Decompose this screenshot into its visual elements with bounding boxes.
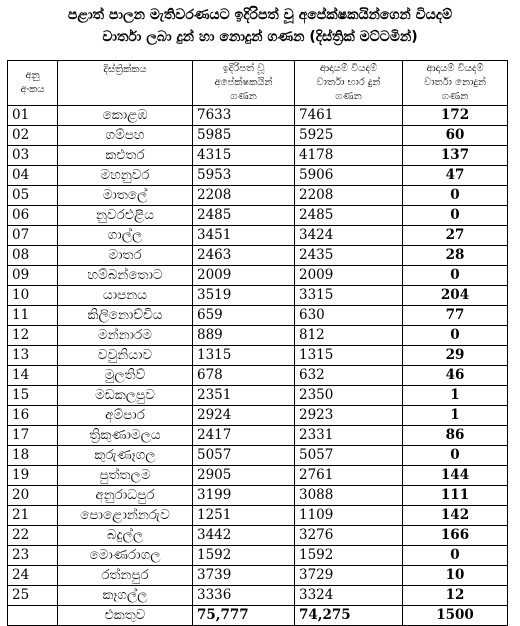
row-no: 12 bbox=[8, 326, 58, 346]
candidates-expense-table bbox=[7, 60, 508, 626]
row-not-handed: 47 bbox=[403, 166, 508, 186]
row-district: කොළඹ bbox=[58, 106, 193, 126]
row-handed: 630 bbox=[295, 306, 403, 326]
row-handed: 7461 bbox=[295, 106, 403, 126]
row-not-handed: 27 bbox=[403, 226, 508, 246]
row-district: මුලතිව් bbox=[58, 366, 193, 386]
total-row bbox=[8, 606, 508, 626]
row-no: 09 bbox=[8, 266, 58, 286]
row-district: වවුනියාව bbox=[58, 346, 193, 366]
row-no: 01 bbox=[8, 106, 58, 126]
row-not-handed: 0 bbox=[403, 266, 508, 286]
row-handed: 5925 bbox=[295, 126, 403, 146]
row-handed: 3276 bbox=[295, 526, 403, 546]
table-row bbox=[8, 446, 508, 466]
row-not-handed: 77 bbox=[403, 306, 508, 326]
row-submitted: 2208 bbox=[193, 186, 295, 206]
row-handed: 2435 bbox=[295, 246, 403, 266]
row-handed: 5057 bbox=[295, 446, 403, 466]
row-no: 10 bbox=[8, 286, 58, 306]
row-submitted: 3519 bbox=[193, 286, 295, 306]
row-district: මාතලේ bbox=[58, 186, 193, 206]
row-not-handed: 172 bbox=[403, 106, 508, 126]
row-district: කෑගල්ල bbox=[58, 586, 193, 606]
row-no: 16 bbox=[8, 406, 58, 426]
row-handed: 1315 bbox=[295, 346, 403, 366]
row-submitted: 5057 bbox=[193, 446, 295, 466]
row-no: 21 bbox=[8, 506, 58, 526]
row-district: අම්පාර bbox=[58, 406, 193, 426]
total-handed: 74,275 bbox=[295, 606, 403, 626]
table-row bbox=[8, 166, 508, 186]
row-district: අනුරාධපුර bbox=[58, 486, 193, 506]
row-no: 22 bbox=[8, 526, 58, 546]
row-submitted: 2463 bbox=[193, 246, 295, 266]
row-district: පුත්තලම bbox=[58, 466, 193, 486]
table-row bbox=[8, 186, 508, 206]
row-not-handed: 0 bbox=[403, 186, 508, 206]
total-not-handed: 1500 bbox=[403, 606, 508, 626]
table-row bbox=[8, 306, 508, 326]
row-submitted: 7633 bbox=[193, 106, 295, 126]
row-district: නුවරඑළිය bbox=[58, 206, 193, 226]
row-not-handed: 28 bbox=[403, 246, 508, 266]
row-not-handed: 111 bbox=[403, 486, 508, 506]
title-line-1: පළාත් පාලන මැතිවරණයට ඉදිරිපත් වූ අපේක්ෂකයින්ගෙන් වියදම් bbox=[67, 7, 453, 23]
row-district: මඩකලපුව bbox=[58, 386, 193, 406]
total-submitted: 75,777 bbox=[193, 606, 295, 626]
table-row bbox=[8, 566, 508, 586]
row-no: 18 bbox=[8, 446, 58, 466]
row-submitted: 1315 bbox=[193, 346, 295, 366]
row-no: 13 bbox=[8, 346, 58, 366]
row-district: පොළොන්නරුව bbox=[58, 506, 193, 526]
row-district: රත්නපුර bbox=[58, 566, 193, 586]
total-no bbox=[8, 606, 58, 626]
row-not-handed: 142 bbox=[403, 506, 508, 526]
row-handed: 1109 bbox=[295, 506, 403, 526]
row-submitted: 2351 bbox=[193, 386, 295, 406]
row-district: මහනුවර bbox=[58, 166, 193, 186]
row-no: 05 bbox=[8, 186, 58, 206]
row-district: බදුල්ල bbox=[58, 526, 193, 546]
row-submitted: 889 bbox=[193, 326, 295, 346]
row-not-handed: 29 bbox=[403, 346, 508, 366]
table-row bbox=[8, 426, 508, 446]
row-no: 07 bbox=[8, 226, 58, 246]
row-not-handed: 0 bbox=[403, 206, 508, 226]
row-no: 03 bbox=[8, 146, 58, 166]
row-submitted: 2905 bbox=[193, 466, 295, 486]
table-row bbox=[8, 326, 508, 346]
row-not-handed: 137 bbox=[403, 146, 508, 166]
row-handed: 2761 bbox=[295, 466, 403, 486]
row-not-handed: 12 bbox=[403, 586, 508, 606]
table-row bbox=[8, 106, 508, 126]
title-line-2: වාර්තා ලබා දුන් හා නොදුන් ගණන (දිස්ත්‍රික් මට්ටමින්) bbox=[102, 29, 418, 45]
row-no: 04 bbox=[8, 166, 58, 186]
table-row bbox=[8, 266, 508, 286]
row-submitted: 1251 bbox=[193, 506, 295, 526]
table-row bbox=[8, 546, 508, 566]
row-not-handed: 10 bbox=[403, 566, 508, 586]
table-row bbox=[8, 386, 508, 406]
row-handed: 632 bbox=[295, 366, 403, 386]
row-district: යාපනය bbox=[58, 286, 193, 306]
row-district: කළුතර bbox=[58, 146, 193, 166]
row-submitted: 3451 bbox=[193, 226, 295, 246]
table-row bbox=[8, 286, 508, 306]
row-no: 15 bbox=[8, 386, 58, 406]
row-not-handed: 60 bbox=[403, 126, 508, 146]
row-district: ගාල්ල bbox=[58, 226, 193, 246]
row-submitted: 678 bbox=[193, 366, 295, 386]
table-row bbox=[8, 506, 508, 526]
row-handed: 3315 bbox=[295, 286, 403, 306]
row-not-handed: 46 bbox=[403, 366, 508, 386]
table-row bbox=[8, 126, 508, 146]
row-no: 25 bbox=[8, 586, 58, 606]
document-title bbox=[0, 4, 520, 48]
row-district: කුරුණෑගල bbox=[58, 446, 193, 466]
row-submitted: 1592 bbox=[193, 546, 295, 566]
row-submitted: 659 bbox=[193, 306, 295, 326]
row-no: 24 bbox=[8, 566, 58, 586]
row-handed: 2208 bbox=[295, 186, 403, 206]
row-not-handed: 1 bbox=[403, 406, 508, 426]
row-not-handed: 166 bbox=[403, 526, 508, 546]
row-no: 23 bbox=[8, 546, 58, 566]
table-header-row bbox=[8, 61, 508, 106]
row-no: 17 bbox=[8, 426, 58, 446]
row-no: 11 bbox=[8, 306, 58, 326]
row-not-handed: 0 bbox=[403, 546, 508, 566]
row-submitted: 3739 bbox=[193, 566, 295, 586]
row-submitted: 2417 bbox=[193, 426, 295, 446]
row-no: 02 bbox=[8, 126, 58, 146]
row-handed: 2485 bbox=[295, 206, 403, 226]
row-not-handed: 0 bbox=[403, 326, 508, 346]
row-no: 19 bbox=[8, 466, 58, 486]
table-row bbox=[8, 206, 508, 226]
header-no: අනු අංකය bbox=[8, 61, 58, 106]
row-handed: 3729 bbox=[295, 566, 403, 586]
row-handed: 5906 bbox=[295, 166, 403, 186]
row-submitted: 2924 bbox=[193, 406, 295, 426]
row-handed: 4178 bbox=[295, 146, 403, 166]
row-not-handed: 0 bbox=[403, 446, 508, 466]
row-no: 14 bbox=[8, 366, 58, 386]
row-district: මාතර bbox=[58, 246, 193, 266]
table-row bbox=[8, 246, 508, 266]
row-district: කිලිනොච්චිය bbox=[58, 306, 193, 326]
row-not-handed: 204 bbox=[403, 286, 508, 306]
row-handed: 2350 bbox=[295, 386, 403, 406]
table-row bbox=[8, 586, 508, 606]
row-district: මන්නාරම bbox=[58, 326, 193, 346]
row-not-handed: 86 bbox=[403, 426, 508, 446]
row-not-handed: 144 bbox=[403, 466, 508, 486]
header-not-handed: ආදායම් වියදම් වාර්තා නොදුන් ගණන bbox=[403, 61, 508, 106]
row-submitted: 4315 bbox=[193, 146, 295, 166]
row-handed: 3324 bbox=[295, 586, 403, 606]
row-no: 08 bbox=[8, 246, 58, 266]
row-submitted: 3336 bbox=[193, 586, 295, 606]
table-row bbox=[8, 146, 508, 166]
row-handed: 2923 bbox=[295, 406, 403, 426]
row-submitted: 2009 bbox=[193, 266, 295, 286]
row-submitted: 5953 bbox=[193, 166, 295, 186]
header-district: දිස්ත්‍රික්කය bbox=[58, 61, 193, 106]
row-handed: 3088 bbox=[295, 486, 403, 506]
table-row bbox=[8, 486, 508, 506]
row-handed: 2009 bbox=[295, 266, 403, 286]
row-handed: 3424 bbox=[295, 226, 403, 246]
row-district: මොණරාගල bbox=[58, 546, 193, 566]
row-not-handed: 1 bbox=[403, 386, 508, 406]
row-district: හම්බන්තොට bbox=[58, 266, 193, 286]
row-submitted: 2485 bbox=[193, 206, 295, 226]
table-row bbox=[8, 346, 508, 366]
row-no: 20 bbox=[8, 486, 58, 506]
row-no: 06 bbox=[8, 206, 58, 226]
table-row bbox=[8, 226, 508, 246]
row-handed: 812 bbox=[295, 326, 403, 346]
table-row bbox=[8, 366, 508, 386]
row-handed: 2331 bbox=[295, 426, 403, 446]
total-label: එකතුව bbox=[58, 606, 193, 626]
table-row bbox=[8, 526, 508, 546]
row-submitted: 5985 bbox=[193, 126, 295, 146]
header-handed: ආදායම් වියදම් වාර්තා භාර දුන් ගණන bbox=[295, 61, 403, 106]
row-handed: 1592 bbox=[295, 546, 403, 566]
table-row bbox=[8, 466, 508, 486]
row-district: ත්‍රිකුණාමලය bbox=[58, 426, 193, 446]
row-district: ගම්පහ bbox=[58, 126, 193, 146]
row-submitted: 3442 bbox=[193, 526, 295, 546]
table-row bbox=[8, 406, 508, 426]
row-submitted: 3199 bbox=[193, 486, 295, 506]
header-submitted: ඉදිරිපත් වූ අපේක්ෂකයින් ගණන bbox=[193, 61, 295, 106]
